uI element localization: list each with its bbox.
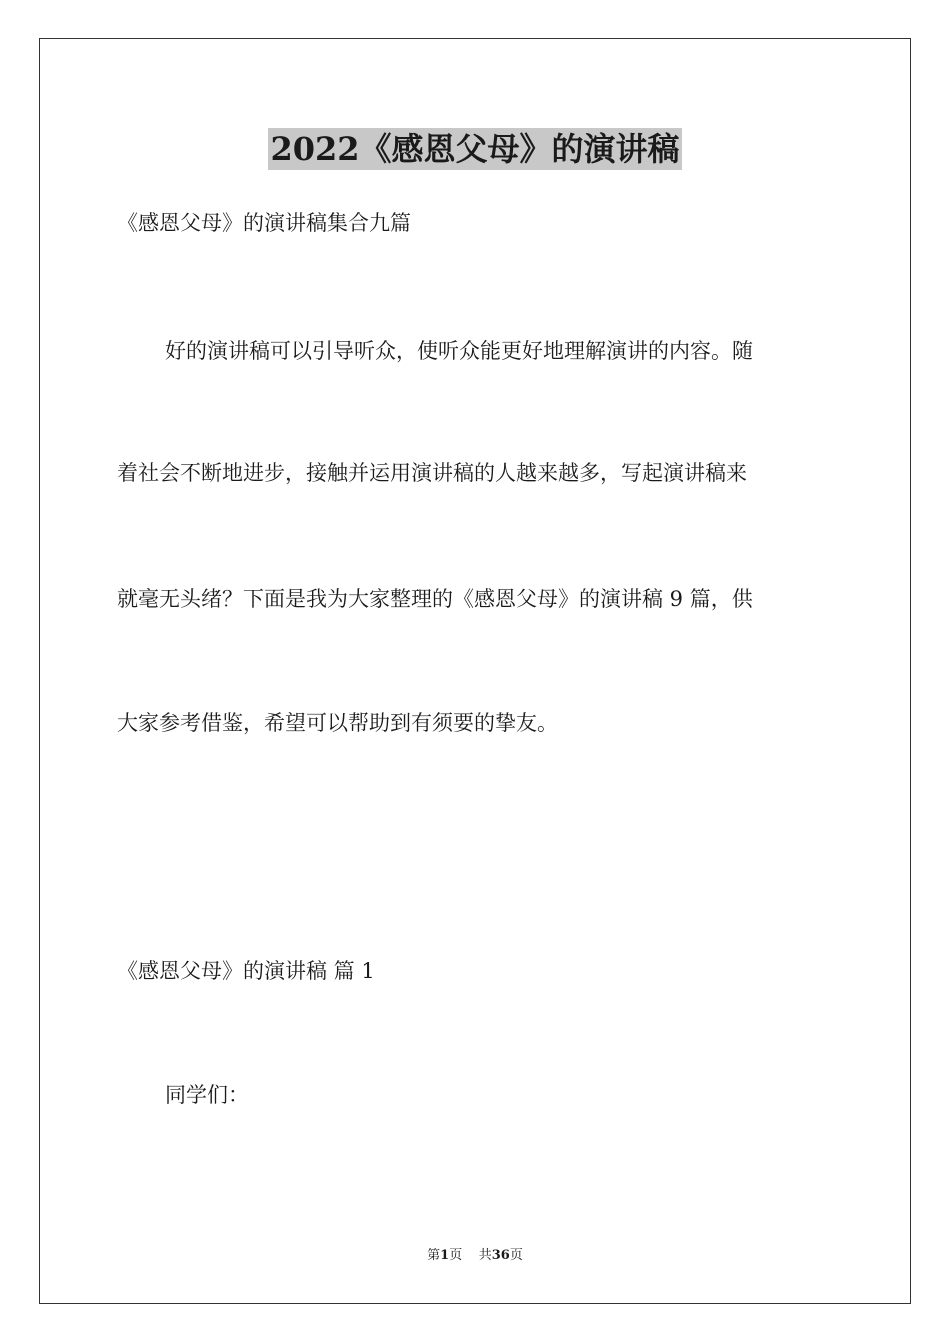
- footer-current-page: 1: [440, 1248, 450, 1263]
- intro-line-4: 大家参考借鉴，希望可以帮助到有须要的挚友。: [117, 711, 558, 735]
- title-container: [0, 128, 950, 170]
- footer-total-prefix: 共: [478, 1248, 492, 1263]
- document-subtitle: 《感恩父母》的演讲稿集合九篇: [117, 211, 411, 235]
- footer-total-pages: 36: [491, 1248, 510, 1263]
- intro-line-3: 就毫无头绪？下面是我为大家整理的《感恩父母》的演讲稿 9 篇，供: [117, 587, 753, 611]
- intro-line-2: 着社会不断地进步，接触并运用演讲稿的人越来越多，写起演讲稿来: [117, 461, 747, 485]
- greeting: 同学们：: [165, 1083, 249, 1107]
- page-footer: [0, 1247, 950, 1265]
- intro-line-1: 好的演讲稿可以引导听众，使听众能更好地理解演讲的内容。随: [165, 339, 753, 363]
- document-title: 2022《感恩父母》的演讲稿: [270, 130, 680, 168]
- footer-prefix: 第: [427, 1248, 441, 1263]
- footer-page-word: 页: [449, 1248, 463, 1263]
- section-heading: 《感恩父母》的演讲稿 篇 1: [117, 959, 375, 983]
- footer-total-suffix: 页: [509, 1248, 523, 1263]
